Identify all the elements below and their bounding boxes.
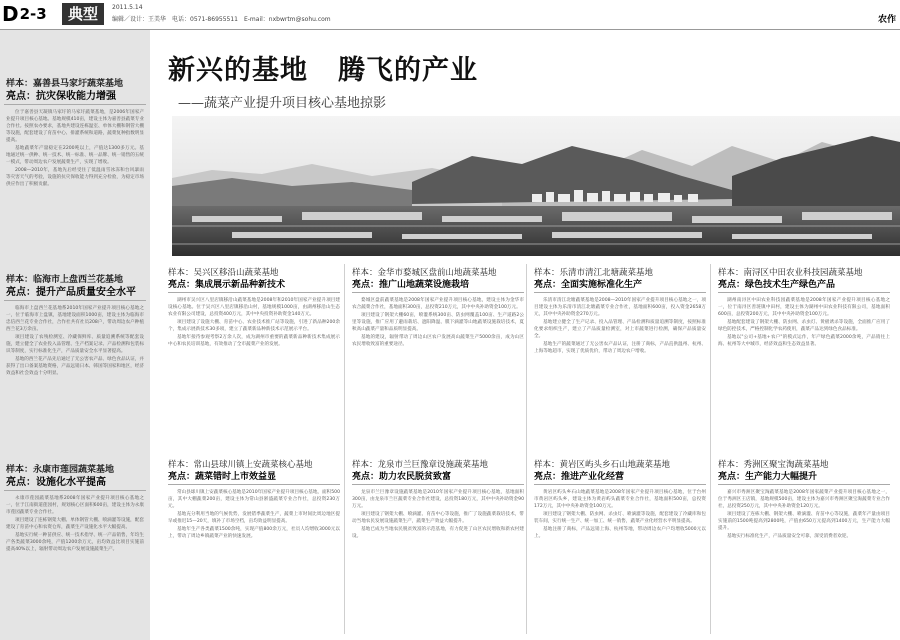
story-kicker: 样本：吴兴区移沿山蔬菜基地 (168, 268, 279, 278)
story-kicker: 样本：嘉善县马家圩蔬菜基地 (6, 79, 124, 89)
story-paragraph: 常山县球川镇上安蔬菜核心基地是2010年国家产业提升项目核心基地，面积500亩，其中大棚蔬菜200亩，建设主体为常山县浙盛蔬菜专业合作社，总投资230万元。 (168, 490, 340, 509)
story-paragraph: 基地注册了商标，产品远销上海、杭州等地，带动周边农户户均增收5000元以上。 (534, 527, 706, 539)
story-headline: 亮点：提升产品质量安全水平 (4, 286, 146, 301)
column-divider (710, 264, 711, 634)
story-paragraph: 项目建设了钢架大棚、喷滴灌、育苗中心等设施，推广了设施蔬菜栽培技术，带动当地农民发展设施蔬菜生产，蔬菜生产效益大幅提升。 (352, 512, 524, 524)
story-kicker: 样本：永康市莲园蔬菜基地 (6, 465, 115, 475)
story-paragraph: 嘉兴市秀洲区聚宝淘蔬菜基地是2008年国家蔬菜产业提升项目核心基地之一，位于秀洲区王店镇，基地规模500亩，建设主体为嘉兴市秀洲区聚宝淘蔬菜专业合作社，总投资250万元，其中中央补助资金120万元。 (718, 490, 890, 509)
story-block (352, 268, 524, 349)
story-paragraph: 项目建设了农残检测室、冷藏保鲜库、质量追溯系统等配套设施，建立健全了农业投入品管理、生产档案记录、产品检测和包装标识等制度，实行标准化生产，产品质量安全水平显著提高。 (6, 335, 144, 354)
story-kicker: 样本：金华市婺城区盘前山地蔬菜基地 (352, 268, 497, 278)
story-paragraph: 项目建设了设施大棚、育苗中心、农业技术推广站等设施，引进了新品种200余个，集成示展新技术30多项，建立了蔬菜新品种新技术示范展示平台。 (168, 320, 340, 332)
story-body (0, 301, 150, 377)
story-block (718, 460, 890, 541)
story-kicker: 样本：常山县球川镇上安蔬菜核心基地 (168, 460, 313, 470)
story-paragraph: 婺城区盘前蔬菜基地是2008年国家产业提升项目核心基地，建设主体为金华市农合蔬菜合作社，基地面积300亩，总投资210万元，其中中央补助资金100万元。 (352, 298, 524, 310)
story-paragraph: 项目建设了钢架大棚60亩，喷灌系统300亩、防虫网覆盖100亩、生产道路2公里等设施，推广应用了避雨栽培、遮阳降温、膜下滴灌等山地蔬菜设施栽培技术，夏秋高山蔬菜产量和品质明显提高。 (352, 313, 524, 332)
story-paragraph: 基地蔬菜年产量稳定在2200吨以上，产值达1300多万元。基地通过统一供种、统一技术、统一标准、统一品牌、统一销售的五统一模式，带动周边农户发展蔬菜生产，实现了增收。 (6, 146, 144, 165)
story-paragraph: 永康市莲园蔬菜基地系2008年国家产业提升项目核心基地之一，位于江南街道莲园村，规划核心区面积600亩，建设主体为永康市莲园蔬菜专业合作社。 (6, 496, 144, 515)
story-paragraph: 黄岩区屿头乡石山地蔬菜基地是2008年国家产业提升项目核心基地，位于台州市黄岩区屿头乡，建设主体为黄岩屿头蔬菜专业合作社，基地面积500亩，总投资172万元，其中中央补助资金100万元。 (534, 490, 706, 509)
left-story (0, 78, 150, 189)
story-block (534, 460, 706, 541)
story-kicker: 样本：南浔区中田农业科技园蔬菜基地 (718, 268, 863, 278)
story-block (352, 460, 524, 541)
headline-part-1: 新兴的基地 (168, 55, 308, 86)
left-story (0, 274, 150, 378)
story-paragraph: 湖州南浔区中田农业科技园蔬菜基地是2008年国家产业提升项目核心基地之一，位于南浔区善琏镇中田村，建设主体为湖州中田农业科技有限公司，基地面积600亩，总投资200万元，其中中央补助资金100万元。 (718, 298, 890, 317)
headline-part-2: 腾飞的产业 (338, 55, 478, 86)
story-paragraph: 基地生产的蔬菜通过了无公害农产品认证，注册了商标，产品直供温州、杭州、上海等地超市，实现了优质优价，带动了周边农户增收。 (534, 342, 706, 354)
story-headline: 亮点：助力农民脱贫致富 (352, 471, 524, 485)
story-kicker: 样本：临海市上盘西兰花基地 (6, 275, 124, 285)
story-kicker: 样本：秀洲区聚宝淘蔬菜基地 (718, 460, 829, 470)
story-paragraph: 项目建设了连栋大棚、钢架大棚、喷滴灌、育苗中心等设施，蔬菜年产量由项目实施前的1500吨提高到2800吨，产值由650万元提高到1400万元，生产能力大幅提升。 (718, 512, 890, 531)
story-paragraph: 基地的建设，辐射带动了周边山区农户发展高山蔬菜生产5000余亩，成为山区农民增收致富的重要途径。 (352, 335, 524, 347)
story-body (352, 293, 524, 348)
story-headline: 亮点：抗灾保收能力增强 (4, 90, 146, 105)
story-body (0, 105, 150, 188)
page-prefix: D (2, 2, 18, 26)
section-badge: 典型 (62, 3, 104, 25)
story-headline: 亮点：绿色技术生产绿色产品 (718, 279, 890, 293)
story-block (718, 268, 890, 349)
section-name: 农作 (877, 15, 896, 25)
story-paragraph: 基地配套建设了钢架大棚、防虫网、杀虫灯、黄板诱杀等设施，全面推广应用了绿色防控技术，严格控制化学农药使用，蔬菜产品达到绿色食品标准。 (718, 320, 890, 332)
story-headline: 亮点：推广山地蔬菜设施栽培 (352, 279, 524, 293)
story-paragraph: 基地充分利用当地的气候优势，发展错季蔬菜生产，蔬菜上市时间比周边地区提早或推迟15—20天，填补了市场空档，亩均效益明显提高。 (168, 512, 340, 524)
story-body (718, 485, 890, 540)
story-headline: 亮点：全面实施标准化生产 (534, 279, 706, 293)
page-number-value: 2-3 (19, 5, 47, 23)
story-kicker: 样本：龙泉市兰巨豫章设施蔬菜基地 (352, 460, 489, 470)
story-body (168, 293, 340, 348)
story-paragraph: 基地实行标准化生产，产品质量安全可靠，深受消费者欢迎。 (727, 534, 852, 539)
story-body (718, 293, 890, 348)
main-headline (168, 48, 478, 87)
story-block (168, 460, 340, 541)
story-kicker: 样本：乐清市清江北塘蔬菜基地 (534, 268, 654, 278)
story-paragraph: 基地年生产各类蔬菜1500余吨，实现产值800余万元，社员人均增收3000元以上，带动了周边乡镇蔬菜产业的快速发展。 (168, 527, 340, 539)
column-divider (344, 264, 345, 634)
page-number (2, 2, 47, 26)
story-paragraph: 基地已成为当地农民脱贫致富的示范基地，有力促进了山区农民增收和新农村建设。 (352, 527, 524, 539)
story-paragraph: 2008—2010年，基地先后经受住了低温雨雪冰冻和台风暴雨等灾害天气的考验，设施的抗灾保收能力得到充分检验，为稳定市场供应作出了积极贡献。 (6, 168, 144, 187)
story-paragraph: 基地建立健全了生产记录、投入品管理、产品检测和质量追溯等制度，按照标准化要求组织生产，建立了产品质量检测室，对上市蔬菜进行检测，确保产品质量安全。 (534, 320, 706, 339)
editor-contact-line: 编辑／设计：王美华 电话：0571-86955511 E-mail：nxbwrtm@sohu.com (112, 16, 331, 23)
story-body (0, 491, 150, 553)
left-sidebar-column (0, 30, 150, 640)
column-divider (526, 264, 527, 634)
story-paragraph: 项目建设了连栋钢架大棚、单体钢管大棚、喷滴灌等设施，配套建设了育苗中心和农资仓库，蔬菜生产设施化水平大幅提高。 (6, 518, 144, 530)
story-headline: 亮点：设施化水平提高 (4, 476, 146, 491)
story-paragraph: 基地年接待参观考察2万余人次，成为湖州市重要的蔬菜新品种新技术集成展示中心和农民培训基地，有效推动了全市蔬菜产业的发展。 (168, 335, 340, 347)
story-paragraph: 项目建设了钢架大棚、防虫网、杀虫灯、喷滴灌等设施，配套建设了冷藏库和包装车间，实行统一生产、统一加工、统一销售，蔬菜产业化经营水平明显提高。 (534, 512, 706, 524)
story-headline: 亮点：蔬菜错时上市效益显 (168, 471, 340, 485)
story-paragraph: 湖州市吴兴区八里店镇移沿山蔬菜基地是2008年和2010年国家产业提升项目建设核心基地。位于吴兴区八里店镇移沿山村，基地规模1000亩，由湖州移沿山生态农业有限公司建设，总投资400万元，其中中央投资补助资金140万元。 (168, 298, 340, 317)
story-kicker: 样本：黄岩区屿头乡石山地蔬菜基地 (534, 460, 671, 470)
story-paragraph: 乐清市清江北塘蔬菜基地是2008—2010年国家产业提升项目核心基地之一，项目建设主体为乐清市清江北塘蔬菜专业合作社，基地面积600亩，投入资金2658万元，其中中央补助资金270万元。 (534, 298, 706, 317)
story-block (534, 268, 706, 356)
story-paragraph: 基地的西兰花产品先后通过了无公害农产品、绿色食品认证，并获得了出口备案基地资格，产品远销日本、韩国等国家和地区，经济效益和社会效益十分明显。 (6, 357, 144, 376)
masthead (0, 0, 900, 30)
story-block (168, 268, 340, 349)
publication-date: 2011.5.14 (112, 4, 143, 11)
story-paragraph: 位于嘉善县天凝镇马家圩的马家圩蔬菜基地，是2006年国家产业提升项目核心基地。基地规模410亩，建设主体为嘉善县蔬菜专业合作社。按照农办要求，基地共建设连栋温室、单体大棚和钢管大棚等设施，配套建设了育苗中心、排灌系统和道路，蔬菜复种指数明显提高。 (6, 110, 144, 143)
story-headline: 亮点：集成展示新品种新技术 (168, 279, 340, 293)
story-paragraph: 基地实行统一种苗供应、统一技术指导、统一产品销售，年均生产各类蔬菜3000余吨，产值1200余万元，亩均效益比项目实施前提高40%以上，辐射带动周边农户发展设施蔬菜生产。 (6, 533, 144, 552)
left-story (0, 464, 150, 554)
story-body (534, 293, 706, 355)
story-headline: 亮点：生产能力大幅提升 (718, 471, 890, 485)
story-body (168, 485, 340, 540)
story-headline: 亮点：推进产业化经营 (534, 471, 706, 485)
story-body (352, 485, 524, 540)
valley-landscape-photo (172, 116, 900, 256)
story-paragraph: 临海市上盘西兰花基地系2010年国家产业提升项目核心基地之一，位于临海市上盘镇，基地建设面积1000亩，建设主体为临海市忠信西兰花专业合作社，合作社共有社员208户，带动周边农户种植西兰花3万余亩。 (6, 306, 144, 332)
story-paragraph: 龙泉市兰巨豫章设施蔬菜基地是2010年国家产业提升项目核心基地，基地面积300亩，由龙泉市兰巨蔬菜专业合作社建设，总投资180万元，其中中央补助资金90万元。 (352, 490, 524, 509)
story-body (534, 485, 706, 540)
story-paragraph: 基地以"公司+基地+农户"的模式运作，年产绿色蔬菜2000余吨，产品销往上海、杭州等大中城市，经济效益和生态效益显著。 (718, 335, 890, 347)
main-subheadline: ——蔬菜产业提升项目核心基地掠影 (178, 96, 387, 111)
